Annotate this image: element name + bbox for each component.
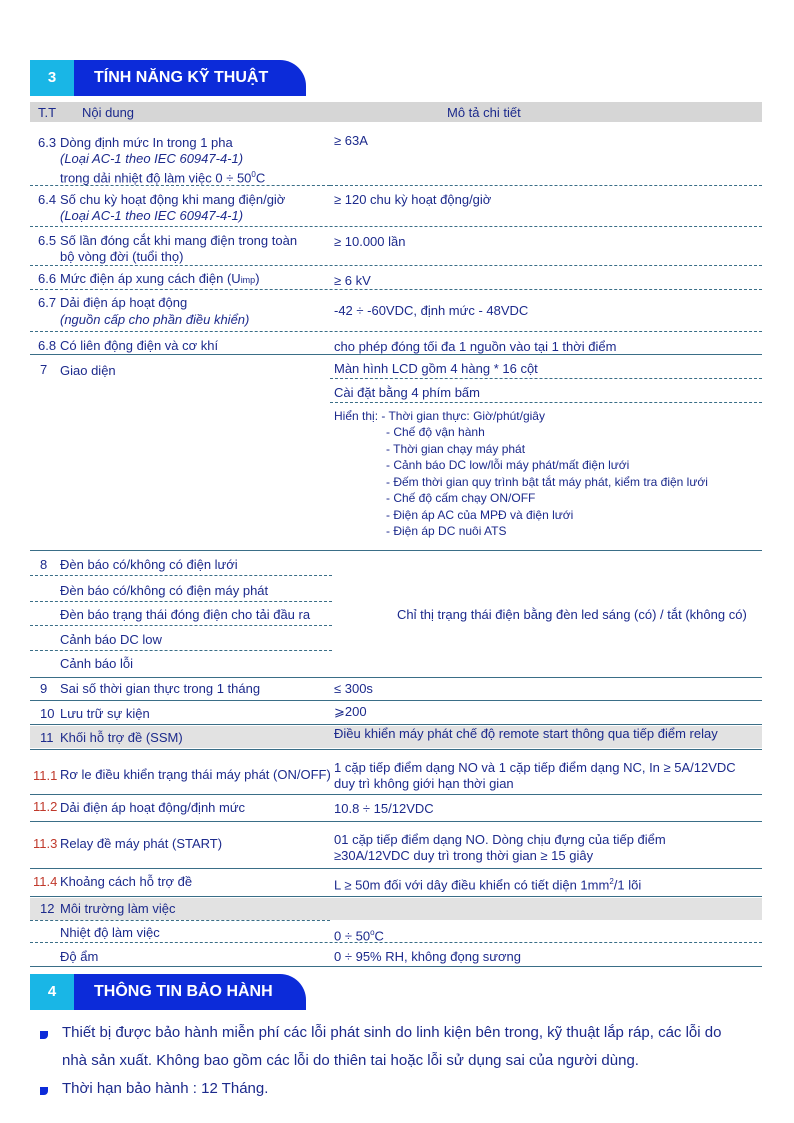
row-divider xyxy=(30,794,762,795)
row-value: 01 cặp tiếp điểm dạng NO. Dòng chịu đựng của tiếp điểm xyxy=(334,832,666,847)
section-4-heading xyxy=(30,974,306,1010)
row-divider xyxy=(330,378,762,379)
row-value: ≤ 300s xyxy=(334,681,373,696)
row-divider xyxy=(30,749,762,750)
row-value: cho phép đóng tối đa 1 nguồn vào tại 1 thời điểm xyxy=(334,339,617,354)
bullet-icon xyxy=(40,1087,48,1095)
display-list-item: - Điện áp DC nuôi ATS xyxy=(386,524,507,538)
row-divider xyxy=(30,920,330,921)
display-list-item: - Thời gian chạy máy phát xyxy=(386,441,526,456)
row-value-2: ≥30A/12VDC duy trì trong thời gian ≥ 15 giây xyxy=(334,848,594,863)
row-value: Chỉ thị trạng thái điện bằng đèn led sáng (có) / tắt (không có) xyxy=(397,607,747,622)
row-divider xyxy=(30,942,762,943)
row-divider xyxy=(30,265,762,266)
row-divider xyxy=(30,724,762,725)
row-value: 0 ÷ 95% RH, không đọng sương xyxy=(334,949,521,964)
indicator-item: Cảnh báo DC low xyxy=(60,632,162,647)
row-divider xyxy=(30,650,332,651)
row-value: Màn hình LCD gồm 4 hàng * 16 cột xyxy=(334,361,538,376)
section-title: THÔNG TIN BẢO HÀNH xyxy=(74,974,306,1010)
row-divider xyxy=(30,868,762,869)
display-list-item: - Đếm thời gian quy trình bật tắt máy phát, kiểm tra điện lưới xyxy=(386,474,708,489)
row-number: 6.8 xyxy=(38,338,57,353)
row-number: 6.5 xyxy=(38,233,57,248)
table-header xyxy=(30,102,762,122)
row-label: Môi trường làm việc xyxy=(60,901,176,916)
row-number: 9 xyxy=(40,681,48,696)
row-number: 7 xyxy=(40,362,48,377)
row-label: Có liên động điện và cơ khí xyxy=(60,338,219,353)
row-divider xyxy=(30,289,762,290)
row-value: ≥ 10.000 lần xyxy=(334,234,406,249)
indicator-item: Đèn báo trạng thái đóng điện cho tải đầu ra xyxy=(60,607,311,622)
row-divider xyxy=(30,550,762,551)
row-number: 11.3 xyxy=(33,836,58,851)
display-list-item: - Chế độ cấm chạy ON/OFF xyxy=(386,491,536,505)
row-label: Số chu kỳ hoạt động khi mang điện/giờ xyxy=(60,192,286,207)
row-label: Khoảng cách hỗ trợ đề xyxy=(60,874,193,889)
indicator-item: Cảnh báo lỗi xyxy=(60,656,133,671)
row-sublabel: (Loại AC-1 theo IEC 60947-4-1) xyxy=(60,151,244,166)
row-number: 6.3 xyxy=(38,135,57,150)
row-value: ≥ 120 chu kỳ hoạt động/giờ xyxy=(334,192,492,207)
row-value: -42 ÷ -60VDC, định mức - 48VDC xyxy=(334,303,529,318)
row-divider xyxy=(30,625,332,626)
row-label: Độ ẩm xyxy=(60,949,99,964)
col-content: Nội dung xyxy=(82,105,135,120)
row-value: L ≥ 50m đối với dây điều khiển có tiết diện $1mm^2/1$ lõi xyxy=(334,877,642,893)
row-label: Relay đề máy phát (START) xyxy=(60,836,223,851)
row-value: Điều khiển máy phát chế độ remote start thông qua tiếp điểm relay xyxy=(334,726,718,741)
row-divider xyxy=(30,226,762,227)
warranty-paragraph: Thiết bị được bảo hành miễn phí các lỗi phát sinh do linh kiện bên trong, kỹ thuật lắp ráp, các lỗi do xyxy=(62,1024,722,1041)
section-3-heading xyxy=(30,60,306,96)
row-sublabel: (nguồn cấp cho phần điều khiển) xyxy=(60,312,250,327)
row-value: 1 cặp tiếp điểm dạng NO và 1 cặp tiếp điểm dạng NC, In ≥ 5A/12VDC xyxy=(334,760,736,775)
row-number: 6.6 xyxy=(38,271,57,286)
row-label: Dải điện áp hoạt động/định mức xyxy=(60,800,246,815)
row-divider xyxy=(30,185,330,186)
col-tt: T.T xyxy=(38,105,57,120)
row-label: Nhiệt độ làm việc xyxy=(60,925,160,940)
warranty-paragraph-2: nhà sản xuất. Không bao gồm các lỗi do thiên tai hoặc lỗi sử dụng sai của người dùng. xyxy=(62,1052,639,1069)
indicator-item: Đèn báo có/không có điện máy phát xyxy=(60,583,269,598)
col-desc: Mô tả chi tiết xyxy=(447,105,521,120)
row-label: Dải điện áp hoạt động xyxy=(60,295,188,310)
row-divider xyxy=(30,896,762,897)
display-list-item: - Điện áp AC của MPĐ và điện lưới xyxy=(386,507,574,522)
row-divider xyxy=(30,601,332,602)
row-number: 6.7 xyxy=(38,295,57,310)
row-value: 10.8 ÷ 15/12VDC xyxy=(334,801,434,816)
row-label: Dòng định mức In trong 1 pha xyxy=(60,135,233,150)
row-sublabel-2: trong dải nhiệt độ làm việc $0 \div 50^0C$ xyxy=(60,170,266,186)
row-number: 6.4 xyxy=(38,192,57,207)
row-number: 11.4 xyxy=(33,874,58,889)
row-label: Lưu trữ sự kiện xyxy=(60,706,150,721)
bullet-icon xyxy=(40,1031,48,1039)
row-divider xyxy=(30,677,762,678)
row-number: 11.2 xyxy=(33,799,58,814)
row-number: 8 xyxy=(40,557,48,572)
row-value-2: duy trì không giới hạn thời gian xyxy=(334,776,514,791)
display-list-item: - Cảnh báo DC low/lỗi máy phát/mất điện lưới xyxy=(386,458,630,472)
row-label: Rơ le điều khiển trạng thái máy phát (ON/OFF) xyxy=(60,767,331,782)
row-number: 11.1 xyxy=(33,768,58,783)
row-label: Giao diện xyxy=(60,363,116,378)
row-divider xyxy=(330,185,762,186)
row-divider xyxy=(30,966,762,967)
row-label: Mức điện áp xung cách điện (Uimp) xyxy=(60,271,260,286)
row-number: 10 xyxy=(40,706,55,721)
row-value: ⩾200 xyxy=(334,704,367,719)
row-number: 11 xyxy=(40,730,54,745)
display-heading: Hiển thị: - Thời gian thực: Giờ/phút/giây xyxy=(334,409,545,423)
warranty-period: Thời hạn bảo hành : 12 Tháng. xyxy=(62,1080,269,1097)
row-label: Sai số thời gian thực trong 1 tháng xyxy=(60,681,261,696)
row-divider xyxy=(30,331,762,332)
row-divider xyxy=(30,575,332,576)
row-value: $0 \div 50^oC$ xyxy=(334,928,384,944)
row-value: ≥ 63A xyxy=(334,133,368,148)
row-divider xyxy=(330,402,762,403)
row-label: Khối hỗ trợ đề (SSM) xyxy=(60,730,183,745)
section-number: 3 xyxy=(30,60,74,96)
display-list-item: - Chế độ vận hành xyxy=(386,425,485,439)
row-sublabel: bộ vòng đời (tuổi thọ) xyxy=(60,249,184,264)
section-title: TÍNH NĂNG KỸ THUẬT xyxy=(74,60,306,96)
row-divider xyxy=(30,821,762,822)
row-divider xyxy=(30,700,762,701)
row-number: 12 xyxy=(40,901,55,916)
section-number: 4 xyxy=(30,974,74,1010)
indicator-item: Đèn báo có/không có điện lưới xyxy=(60,557,238,572)
row-sublabel: (Loại AC-1 theo IEC 60947-4-1) xyxy=(60,208,244,223)
row-value: ≥ 6 kV xyxy=(334,273,371,288)
row-label: Số lần đóng cắt khi mang điện trong toàn xyxy=(60,233,298,248)
row-value: Cài đặt bằng 4 phím bấm xyxy=(334,385,480,400)
row-divider xyxy=(30,354,762,355)
